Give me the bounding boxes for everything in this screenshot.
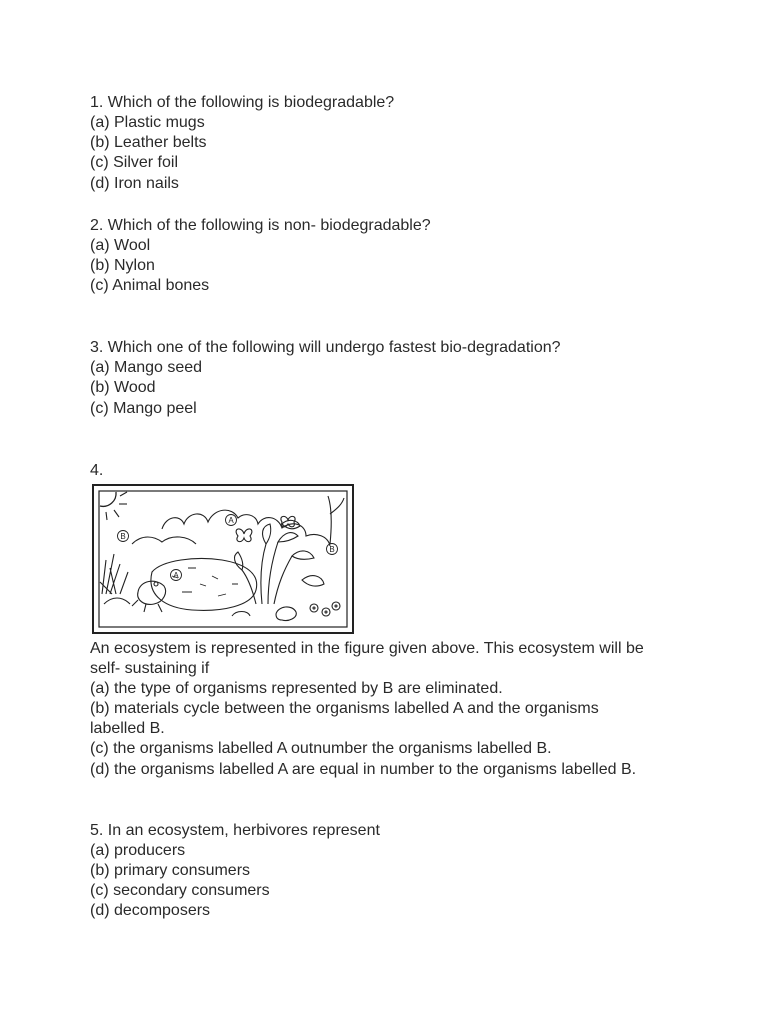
q3-option-b: (b) Wood — [90, 379, 156, 396]
q4-stem-line-2: self- sustaining if — [90, 660, 210, 677]
q4-option-a: (a) the type of organisms represented by B are eliminated. — [90, 680, 503, 697]
label-b-right — [327, 544, 338, 555]
q1-option-c: (c) Silver foil — [90, 154, 179, 171]
question-2: 2. Which of the following is non- biodegradable? — [90, 217, 431, 234]
q1-option-a: (a) Plastic mugs — [90, 114, 205, 131]
q3-option-a: (a) Mango seed — [90, 359, 203, 376]
butterfly-icon — [236, 529, 252, 542]
q4-option-b: (b) materials cycle between the organisms labelled A and the organisms — [90, 700, 599, 717]
q5-option-a: (a) producers — [90, 842, 186, 859]
q2-option-b: (b) Nylon — [90, 257, 155, 274]
q5-option-c: (c) secondary consumers — [90, 882, 270, 899]
flowers — [310, 602, 340, 616]
svg-text:B: B — [329, 545, 335, 554]
frog-icon — [132, 581, 166, 612]
plants-right — [235, 520, 324, 604]
q4-option-c: (c) the organisms labelled A outnumber the organisms labelled B. — [90, 740, 552, 757]
q5-option-b: (b) primary consumers — [90, 862, 251, 879]
q4-option-b-cont: labelled B. — [90, 720, 165, 737]
label-a-top — [226, 515, 237, 526]
q2-option-c: (c) Animal bones — [90, 277, 210, 294]
svg-text:B: B — [120, 532, 126, 541]
q3-option-c: (c) Mango peel — [90, 400, 197, 417]
pond — [151, 559, 257, 611]
q4-stem-line-1: An ecosystem is represented in the figure given above. This ecosystem will be — [90, 640, 644, 657]
q1-option-d: (d) Iron nails — [90, 175, 179, 192]
grass-left — [100, 554, 130, 604]
sun-icon — [100, 492, 127, 520]
svg-text:A: A — [228, 516, 234, 525]
figure-frame-outer — [93, 485, 353, 633]
q5-option-d: (d) decomposers — [90, 902, 211, 919]
q4-option-d: (d) the organisms labelled A are equal in number to the organisms labelled B. — [90, 761, 637, 778]
question-3: 3. Which one of the following will undergo fastest bio-degradation? — [90, 339, 561, 356]
q2-option-a: (a) Wool — [90, 237, 151, 254]
rocks — [232, 607, 296, 621]
ecosystem-figure — [92, 484, 354, 634]
label-a-frog — [171, 570, 182, 581]
label-b-left — [118, 531, 129, 542]
svg-text:A: A — [173, 571, 179, 580]
question-1: 1. Which of the following is biodegradable? — [90, 94, 395, 111]
q1-option-b: (b) Leather belts — [90, 134, 207, 151]
question-4: 4. — [90, 462, 104, 479]
tree — [328, 496, 344, 544]
question-5: 5. In an ecosystem, herbivores represent — [90, 822, 380, 839]
